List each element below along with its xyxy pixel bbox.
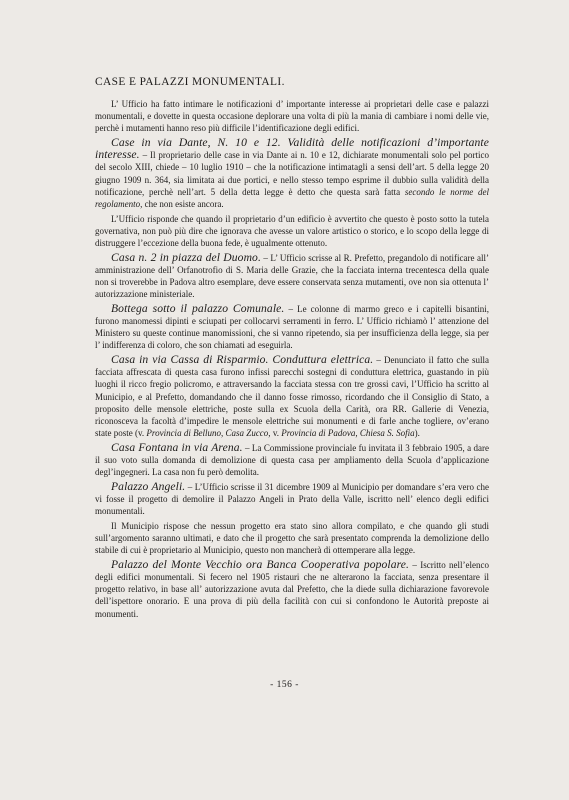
paragraph-monte-vecchio (95, 559, 489, 620)
page-content (95, 76, 489, 622)
paragraph-emphasis-2: Provincia di Padova, Chiesa S. Sofia (281, 428, 415, 439)
paragraph-text: L’ Ufficio ha fatto intimare le notificazioni d’ importante interesse ai proprietari delle case e palazzi monumentali, e dovette in questa occasione deplorare una volta di più la mania di cambiare i nomi delle vie, perchè i mutamenti hanno reso più difficile l’identificazione degli edifici. (95, 99, 489, 134)
paragraph-heading: Casa in via Cassa di Risparmio. Conduttura elettrica. (111, 353, 374, 367)
paragraph-text: – La Commissione provinciale fu invitata il 3 febbraio 1905, a dare il suo voto sulla domanda di demolizione di questa casa per ampliamento della Scuola d’applicazione degl’ingegneri. La casa non fu però demolita. (95, 442, 490, 478)
paragraph-heading: Case in via Dante, N. 10 e 12. Validità delle notificazioni d’importante interesse. (95, 136, 489, 162)
paragraph-text-after: v. (270, 428, 282, 439)
paragraph-heading: Casa Fontana in via Arena. (111, 440, 243, 454)
paragraph-ufficio-risponde (95, 213, 489, 249)
paragraph-cassa-risparmio (95, 354, 489, 439)
paragraph-piazza-duomo (95, 252, 489, 301)
paragraph-emphasis: secondo le norme del regolamento, (95, 186, 489, 209)
paragraph-heading: Casa n. 2 in piazza del Duomo. (111, 250, 261, 264)
paragraph-text: Il Municipio rispose che nessun progetto era stato sino allora compilato, e che quando gli studi sull’argomento saranno ultimati, e dato che il progetto che sarà presentato comprenda la demolizione dello stabile di cui è proprietario al Municipio, questo non mancherà di ottemperare alla legge. (95, 520, 489, 556)
paragraph-via-dante (95, 137, 489, 210)
paragraph-text: – Denunciato il fatto che sulla facciata affrescata di questa casa furono infissi parecchi sostegni di conduttura elettrica, guastando in più luoghi il ricco fregio policromo, e attraversando la facciata stessa con tre grossi cavi, l’Ufficio ha scritto al Municipio, e al Prefetto, domandando che il danno fosse rimosso, ricordando che il Consiglio di Stato, a proposito delle mensole elettriche, poste sulla ex Scuola della Carità, ora RR. Gallerie di Venezia, riconosceva la facoltà d’impedire le mensole elettriche sui monumenti e di farle anche togliere, ov’erano state poste (v. (95, 355, 489, 439)
section-title: CASE E PALAZZI MONUMENTALI. (95, 76, 285, 88)
paragraph-text-after-2: ). (414, 428, 420, 439)
paragraph-intro (95, 98, 489, 134)
paragraph-text: – Iscritto nell’elenco degli edifici monumentali. Si fecero nel 1905 ristauri che ne alterarono la facciata, senza presentare il progetto relativo, in base all’ autorizzazione avuta dal Prefetto, che la diede sulla dichiarazione favorevole dell’ispettore onorario. E una prova di più della facilità con cui si confondono le Autorità preposte ai monumenti. (95, 559, 489, 619)
paragraph-text: – Il proprietario delle case in via Dante ai n. 10 e 12, dichiarate monumentali solo pel portico del secolo XIII, chiede – 10 luglio 1910 – che la notificazione intimatagli a sensi dell’art. 5 della legge 20 giugno 1909 n. 364, sia limitata ai due portici, e nello stesso tempo esprime il dubbio sulla validità della notificazione, perchè nell’art. 5 della detta legge è detto che questa sarà fatta (95, 150, 489, 197)
paragraph-heading: Bottega sotto il palazzo Comunale. (111, 301, 285, 315)
paragraph-casa-fontana (95, 442, 489, 478)
paragraph-bottega (95, 303, 489, 352)
paragraph-palazzo-angeli (95, 481, 489, 517)
paragraph-emphasis: Provincia di Belluno, Casa Zucco, (146, 428, 271, 439)
paragraph-text: – L’ Ufficio scrisse al R. Prefetto, pregandolo di notificare all’ amministrazione dell’ Orfanotrofio di S. Maria delle Grazie, che la facciata interna trecentesca della quale non si troverebbe in Padova altro esemplare, deve essere conservata senza mutamenti, ove non sia ottenuta l’ autorizzazione ministeriale. (95, 252, 489, 300)
paragraph-text-after: che non esiste ancora. (142, 198, 224, 209)
paragraph-heading: Palazzo Angeli. (111, 479, 186, 493)
page-number: - 156 - (270, 680, 299, 690)
paragraph-text: – Le colonne di marmo greco e i capitelli bisantini, furono manomessi dipinti e sciupati per collocarvi serramenti in ferro. L’ Ufficio richiamò l’ attenzione del Ministero su queste continue manomissioni, che si vanno ripetendo, sia per insufficienza della legge, sia per l’ indifferenza di coloro, che son chiamati ad eseguirla. (95, 303, 489, 351)
paragraph-text: – L’Ufficio scrisse il 31 dicembre 1909 al Municipio per domandare s’era vero che vi fosse il progetto di demolire il Palazzo Angeli in Prato della Valle, iscritto nell’ elenco degli edifici monumentali. (95, 481, 489, 517)
paragraph-text: L’Ufficio risponde che quando il proprietario d’un edificio è avvertito che questo è posto sotto la tutela governativa, non può più dire che ignorava che avesse un valore artistico o storico, e lo scopo della legge di distruggere l’eccezione della buona fede, è ugualmente ottenuto. (95, 213, 489, 248)
paragraph-municipio-rispose (95, 520, 489, 556)
paragraph-heading: Palazzo del Monte Vecchio ora Banca Cooperativa popolare. (111, 557, 410, 571)
